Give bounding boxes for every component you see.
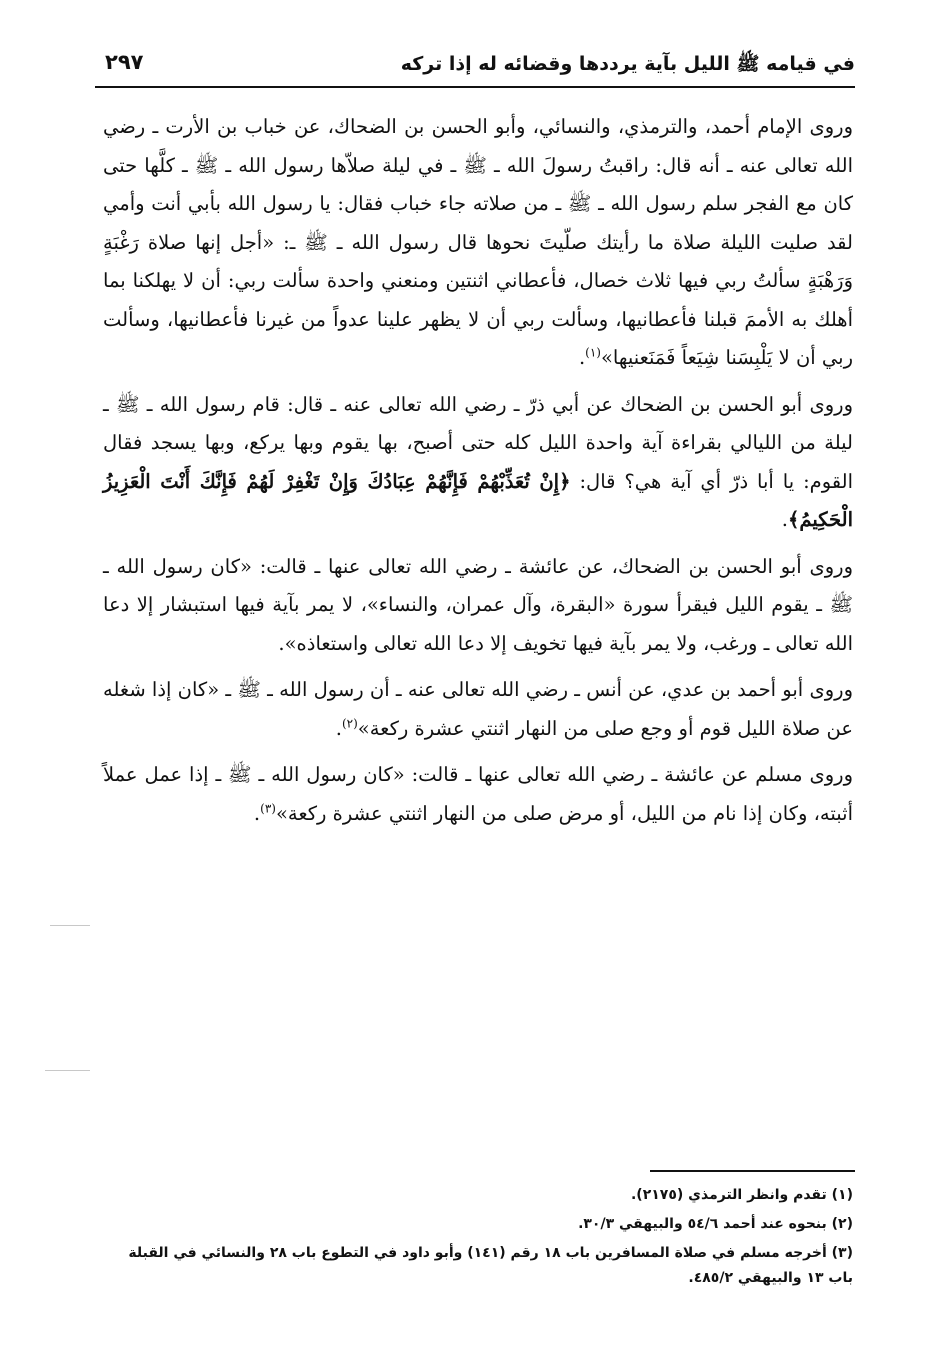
header-rule [95,86,855,88]
paragraph-aisha-hadith [103,548,853,664]
footnote-ref: (٣) [260,801,276,815]
footnote-2: (٢) بنحوه عند أحمد ٥٤/٦ والبيهقي ٣٠/٣. [578,1216,853,1232]
paragraph-end: . [781,508,788,531]
page-number: ٢٩٧ [105,50,144,74]
paragraph-end: . [578,346,586,369]
quran-verse: ﴿إِنْ تُعَذِّبْهُمْ فَإِنَّهُمْ عِبَادُكَ وَإِنْ تَغْفِرْ لَهُمْ فَإِنَّكَ أَنْتَ الْعَزِيزُ الْحَكِيمُ﴾ [103,469,853,531]
footnote-1: (١) تقدم وانظر الترمذي (٢١٧٥). [630,1187,853,1203]
footnote-ref: (١) [585,345,601,360]
scan-mark [45,1070,90,1071]
scan-mark [50,925,90,926]
footnote-ref: (٢) [341,716,358,730]
paragraph-text: وروى أبو الحسن بن الضحاك، عن عائشة ـ رضي الله تعالى عنها ـ قالت: «كان رسول الله ـ ﷺ ـ يقوم الليل فيقرأ سورة «البقرة، وآل عمران، والنساء»، لا يمر بآية فيها استبشار إلا دعا الله تعالى ـ ورغب، ولا يمر بآية فيها تخويف إلا دعا الله تعالى واستعاذه». [103,554,853,655]
footnote-3: (٣) أخرجه مسلم في صلاة المسافرين باب ١٨ رقم (١٤١) وأبو داود في التطوع باب ٢٨ والنسائي في القبلة باب ١٣ والبيهقي ٤٨٥/٢. [128,1245,853,1286]
paragraph-text: وروى أبو أحمد بن عدي، عن أنس ـ رضي الله تعالى عنه ـ أن رسول الله ـ ﷺ ـ «كان إذا شغله عن صلاة الليل قوم أو وجع صلى من النهار اثنتي عشرة ركعة» [103,678,853,740]
paragraph-end: . [335,716,342,740]
footnotes [103,1183,853,1295]
page-header [95,46,855,88]
paragraph-anas-hadith [103,671,853,748]
footnote-rule [650,1170,855,1172]
main-text [103,108,853,841]
paragraph-muslim-hadith [103,756,853,833]
paragraph-end: . [253,801,261,825]
paragraph-text: وروى مسلم عن عائشة ـ رضي الله تعالى عنها ـ قالت: «كان رسول الله ـ ﷺ ـ إذا عمل عملاً أثبته، وكان إذا نام من الليل، أو مرض صلى من النهار اثنتي عشرة ركعة» [103,763,853,825]
paragraph-abu-dharr-hadith [103,386,853,540]
paragraph-text: وروى أبو الحسن بن الضحاك عن أبي ذرّ ـ رضي الله تعالى عنه ـ قال: قام رسول الله ـ ﷺ ـ ليلة من الليالي بقراءة آية واحدة الليل كله حتى أصبح، بها يقوم وبها يركع، وبها يسجد فقال القوم: يا أبا ذرّ أي آية هي؟ قال: [103,392,854,493]
paragraph-khabbab-hadith [103,108,853,378]
running-title: في قيامه ﷺ الليل بآية يرددها وقضائه له إذا تركه [400,53,855,75]
paragraph-text: وروى الإمام أحمد، والترمذي، والنسائي، وأبو الحسن بن الضحاك، عن خباب بن الأرت ـ رضي الله تعالى عنه ـ أنه قال: راقبتُ رسولَ الله ـ ﷺ ـ في ليلة صلاّها رسول الله ـ ﷺ ـ كلَّها حتى كان مع الفجر سلم رسول الله ـ ﷺ ـ من صلاته جاء خباب فقال: يا رسول الله بأبي أنت وأمي لقد صليت الليلة صلاة ما رأيتك صلّيتَ نحوها قال رسول الله ـ ﷺ ـ: «أجل إنها صلاة رَغْبَةٍ وَرَهْبَةٍ سألتُ ربي فيها ثلاث خصال، فأعطاني اثنتين ومنعني واحدة سألت ربي: أن لا يهلكنا بما أهلك به الأممَ قبلنا فأعطانيها، وسألت ربي أن لا يظهر علينا عدواً من غيرنا فأعطانيها، وسألت ربي أن لا يَلْبِسَنا شِيَعاً فَمَنَعنيها» [103,115,853,369]
